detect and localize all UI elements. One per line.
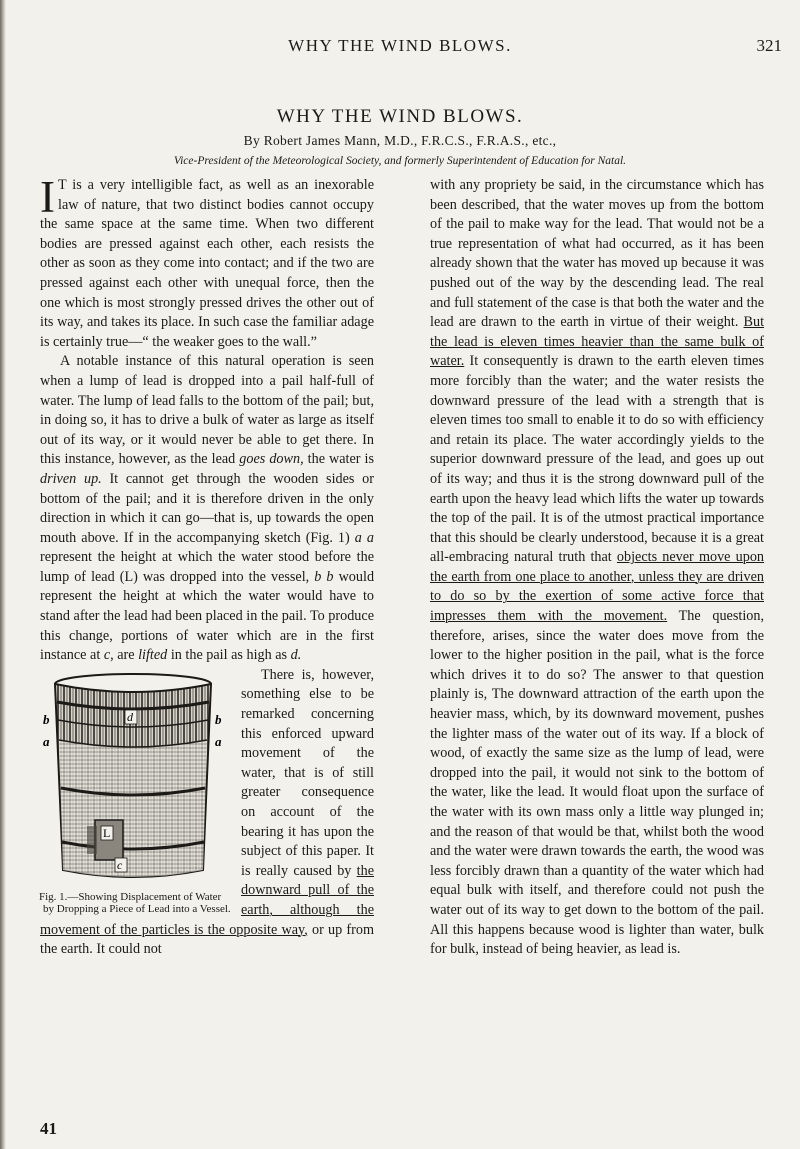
right-column xyxy=(430,176,764,960)
article-byline: By Robert James Mann, M.D., F.R.C.S., F.R.A.S., etc., xyxy=(243,133,557,148)
paragraph-2: A notable instance of this natural operation is seen when a lump of lead is dropped into a pail half-full of water. The lump of lead falls to the bottom of the pail; but, in doing so, it has to drive a bulk of water as large as itself out of its way, or it would never be able to get there. In this instance, however, as the lead goes down, the water is driven up. It cannot get through the wooden sides or bottom of the pail; and it is therefore driven in the only direction in which it can go—that is, up towards the open mouth above. If in the accompanying sketch (Fig. 1) a a represent the height at which the water stood before the lump of lead (L) was dropped into the vessel, b b would represent the height at which the water would have to stand after the lead had been placed in the pail. To produce this change, portions of water which are in the first instance at c, are lifted in the pail as high as d. xyxy=(40,353,375,664)
figure-label-a-right: a xyxy=(215,733,222,749)
figure-caption: Fig. 1.—Showing Displacement of Water by Dropping a Piece of Lead into a Vessel. xyxy=(39,890,231,915)
article-title: WHY THE WIND BLOWS. xyxy=(276,106,524,127)
figure-1 xyxy=(39,670,231,915)
folio-number: 41 xyxy=(40,1119,57,1138)
article-affiliation: Vice-President of the Meteorological Society, and formerly Superintendent of Education for Natal. xyxy=(173,155,627,167)
drop-cap: I xyxy=(40,172,55,222)
paragraph-3: There is, however, something else to be remarked concerning this enforced upward movement of the water, that is of still greater consequence on account of the bearing it has upon the subject of this paper. It is really caused by the downward pull of the earth, although the movement of the particles is the opposite way, or up from the earth. It could not xyxy=(40,666,375,958)
figure-label-a-left: a xyxy=(43,733,50,749)
page-number: 321 xyxy=(756,36,782,55)
pail-illustration xyxy=(39,670,227,888)
page-binding-edge xyxy=(0,0,6,1149)
running-head: WHY THE WIND BLOWS. xyxy=(288,36,512,55)
paragraph-1-text: T is a very intelligible fact, as well as an inexorable law of nature, that two distinct bodies cannot occupy the same space at the same time. When two different bodies are pressed against each other, each resists the other as soon as they come into contact; and if the two are pressed against each other with unequal force, then the one which is most strongly pressed drives the other out of its way, and takes its place. In such case the familiar adage is certainly true—“ the weaker goes to the wall.” xyxy=(40,177,374,350)
figure-label-b-left: b xyxy=(43,711,50,727)
figure-label-d: d xyxy=(127,709,133,724)
figure-label-c: c xyxy=(117,857,123,872)
paragraph-4: with any propriety be said, in the circumstance which has been described, that the water moves up from the bottom of the pail to make way for the lead. That would not be a true representation of what had occurred, as it has been already shown that the water has moved up because it was pushed out of the way by the descending lead. The real and full statement of the case is that both the water and the lead are drawn to the earth in virtue of their weight. But the lead is eleven times heavier than the same bulk of water. It consequently is drawn to the earth eleven times more forcibly than the water; and the water resists the downward pressure of the lead with a strength that is eleven times too small to enable it to do so with efficiency and retain its place. The water accordingly yields to the superior downward pressure of the lead, and goes up out of its way; and thus it is the strong downward pull of the earth upon the heavy lead which lifts the water up towards the top of the pail. It is of the utmost practical importance that this should be clearly understood, because it is a great all-embracing natural truth that objects never move upon the earth from one place to another, unless they are driven to do so by the exertion of some active force that impresses them with the movement. The question, therefore, arises, since the water does move from the lower to the higher position in the pail, what is the force which drives it to do so? The answer to that question plainly is, The downward attraction of the earth upon the heavier mass, which, by its downward movement, pushes the lighter mass of the water out of its way. If a block of wood, of exactly the same size as the lump of lead, were dropped into the pail, it would not sink to the bottom of the water, like the lead. It would float upon the surface of the water with its own mass only a little way plunged in; and the reason of that would be that, whilst both the wood and the water were drawn towards the earth, the wood was less forcibly drawn than a quantity of the water which had equal bulk with itself, and therefore could not push the water out of its way to get down to the bottom of the pail. All this happens because wood is lighter than water, bulk for bulk, instead of being heavier, as lead is. xyxy=(430,177,765,958)
left-column xyxy=(39,172,375,960)
figure-label-b-right: b xyxy=(215,711,222,727)
figure-label-lead: L xyxy=(103,825,111,840)
paragraph-1 xyxy=(40,172,374,352)
